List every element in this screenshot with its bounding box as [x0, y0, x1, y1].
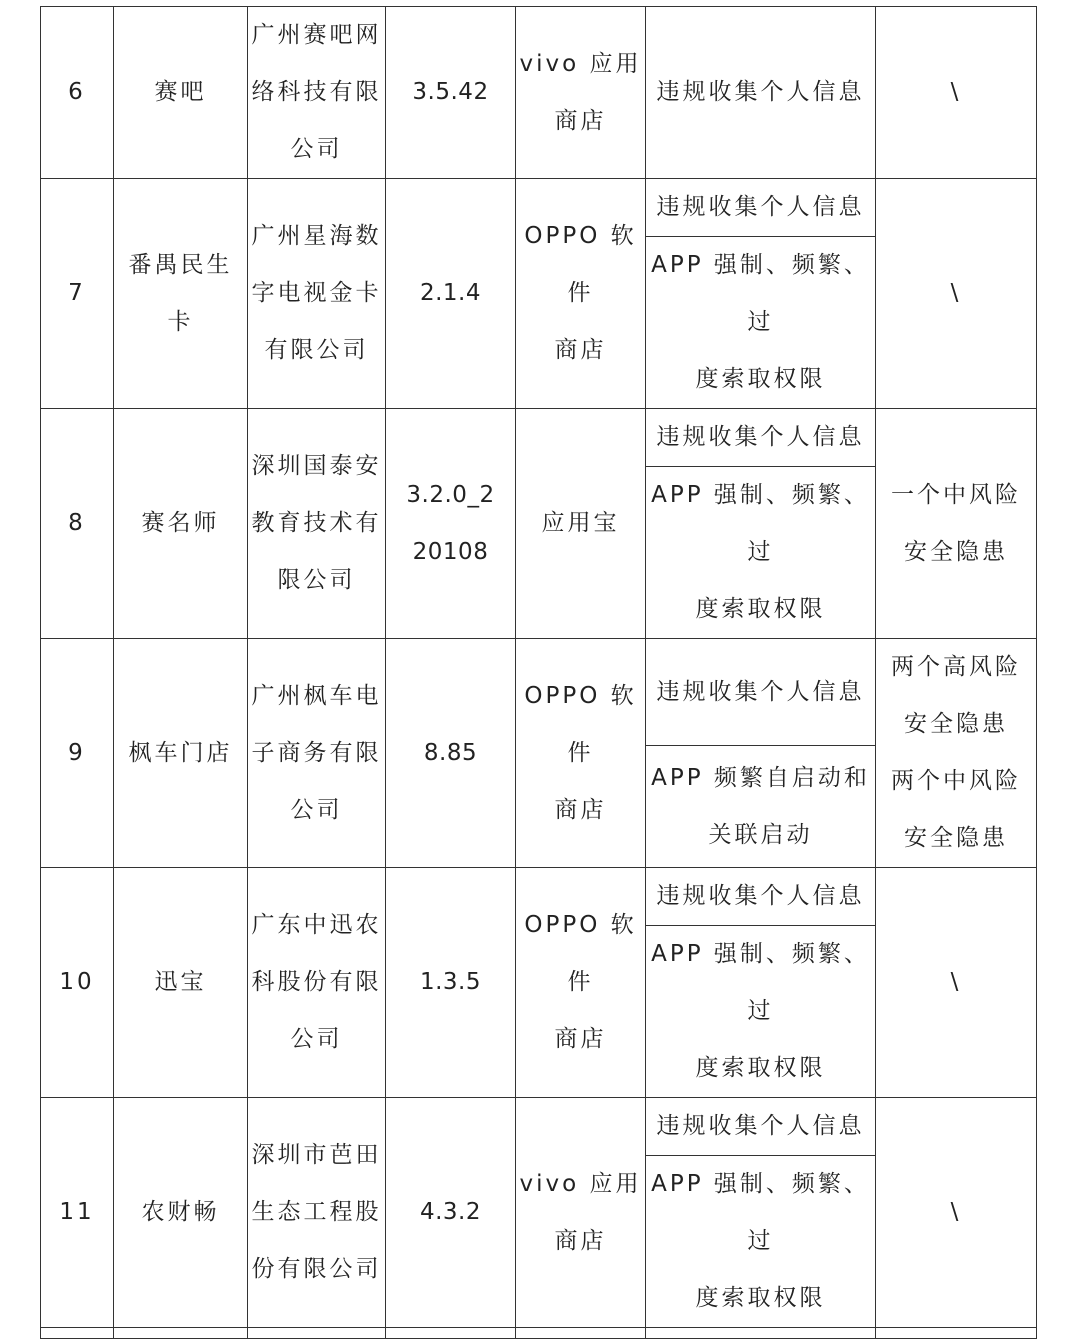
issue: 违规收集个人信息: [646, 639, 876, 746]
risk: \: [876, 868, 1037, 1098]
store: vivo 应用 商店: [516, 7, 646, 179]
table-row: [41, 1098, 1037, 1156]
row-number: 8: [41, 409, 114, 639]
issue: APP 频繁自启动和 关联启动: [646, 746, 876, 868]
table-row: [41, 639, 1037, 746]
developer: 深圳国泰安 教育技术有 限公司: [248, 409, 386, 639]
risk: 一个中风险 安全隐患: [876, 409, 1037, 639]
issue: APP 强制、频繁、过 度索取权限: [646, 237, 876, 409]
store: OPPO 软件 商店: [516, 639, 646, 868]
app-name: 枫车门店: [114, 639, 248, 868]
developer: 广州星海数 字电视金卡 有限公司: [248, 179, 386, 409]
issue: 违规收集个人信息: [646, 7, 876, 179]
table-row: [41, 179, 1037, 237]
app-name: 农财畅: [114, 1098, 248, 1328]
version: 3.5.42: [386, 7, 516, 179]
app-name: 赛名师: [114, 409, 248, 639]
version: 4.3.2: [386, 1098, 516, 1328]
store: OPPO 软件 商店: [516, 179, 646, 409]
version: 3.2.0_2 20108: [386, 409, 516, 639]
risk: \: [876, 1098, 1037, 1328]
developer: 广州赛吧网 络科技有限 公司: [248, 7, 386, 179]
app-name: 迅宝: [114, 868, 248, 1098]
issue: 违规收集个人信息: [646, 409, 876, 467]
row-number: 7: [41, 179, 114, 409]
table-row: [41, 409, 1037, 467]
issue: APP 强制、频繁、过 度索取权限: [646, 926, 876, 1098]
store: 应用宝: [516, 409, 646, 639]
table-row-partial: [41, 1328, 1037, 1339]
version: 2.1.4: [386, 179, 516, 409]
risk: \: [876, 179, 1037, 409]
risk: 两个高风险 安全隐患 两个中风险 安全隐患: [876, 639, 1037, 868]
row-number: 10: [41, 868, 114, 1098]
app-name: 赛吧: [114, 7, 248, 179]
issue: APP 强制、频繁、过 度索取权限: [646, 467, 876, 639]
row-number: 9: [41, 639, 114, 868]
row-number: 11: [41, 1098, 114, 1328]
developer: 深圳市芭田 生态工程股 份有限公司: [248, 1098, 386, 1328]
developer: 广州枫车电 子商务有限 公司: [248, 639, 386, 868]
risk: \: [876, 7, 1037, 179]
issue: 违规收集个人信息: [646, 1098, 876, 1156]
store: vivo 应用 商店: [516, 1098, 646, 1328]
app-violation-table: [40, 6, 1037, 1339]
row-number: 6: [41, 7, 114, 179]
developer: 广东中迅农 科股份有限 公司: [248, 868, 386, 1098]
issue: 违规收集个人信息: [646, 179, 876, 237]
issue: 违规收集个人信息: [646, 868, 876, 926]
version: 8.85: [386, 639, 516, 868]
app-name: 番禺民生 卡: [114, 179, 248, 409]
issue: APP 强制、频繁、过 度索取权限: [646, 1156, 876, 1328]
store: OPPO 软件 商店: [516, 868, 646, 1098]
table-row: [41, 868, 1037, 926]
version: 1.3.5: [386, 868, 516, 1098]
